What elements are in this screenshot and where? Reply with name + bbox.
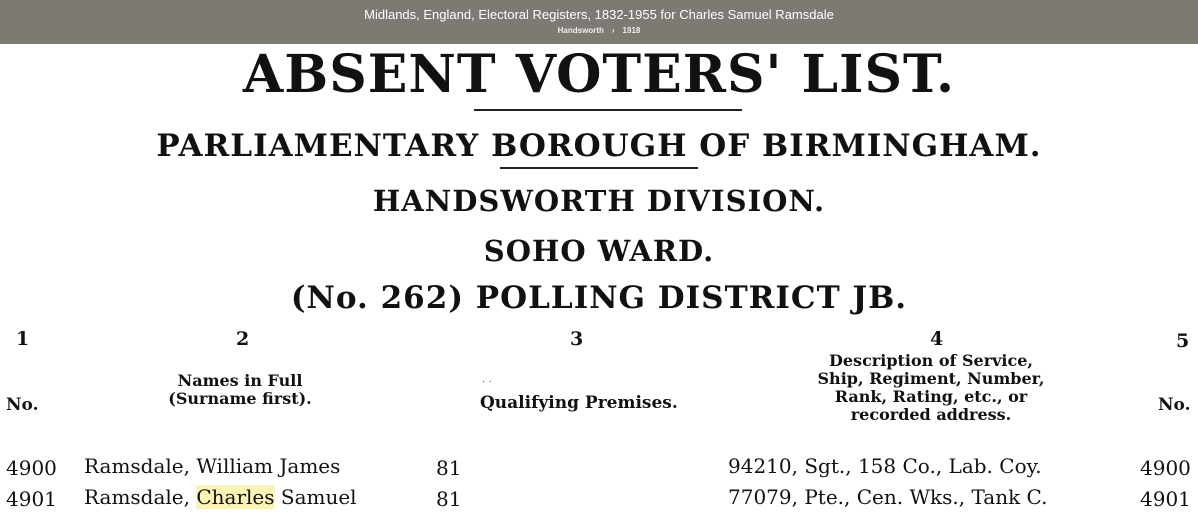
column-header-no-right: No. (1158, 395, 1191, 415)
description-line-3: Rank, Rating, etc., or (834, 387, 1028, 406)
column-number-2: 2 (236, 328, 250, 350)
entry-number: 4901 (6, 487, 57, 511)
column-header-premises: Qualifying Premises. (480, 393, 678, 413)
list-title: ABSENT VOTERS' LIST. (242, 44, 956, 105)
column-number-4: 4 (930, 328, 944, 350)
entry-name-text: Ramsdale, (84, 485, 197, 509)
entry-service: 77079, Pte., Cen. Wks., Tank C. (728, 485, 1048, 509)
entry-premises: 81 (436, 456, 462, 480)
entry-name-rest: Samuel (274, 485, 357, 509)
polling-district-heading: (No. 262) POLLING DISTRICT JB. (290, 280, 908, 316)
entry-number-right: 4900 (1140, 456, 1191, 480)
search-match-highlight: Charles (196, 485, 275, 509)
division-heading: HANDSWORTH DIVISION. (372, 184, 826, 218)
borough-heading: PARLIAMENTARY BOROUGH OF BIRMINGHAM. (156, 128, 1042, 164)
entry-name-text: Ramsdale, William James (84, 454, 341, 478)
entry-name (84, 454, 340, 478)
names-line-1: Names in Full (177, 371, 303, 390)
breadcrumb (0, 26, 1198, 35)
column-number-1: 1 (16, 328, 30, 350)
entry-premises: 81 (436, 487, 462, 511)
ink-speck: . . (482, 374, 492, 385)
record-title: Midlands, England, Electoral Registers, 1832-1955 for Charles Samuel Ramsdale (364, 7, 834, 22)
column-number-3: 3 (570, 328, 584, 350)
names-line-2: (Surname first). (168, 389, 312, 408)
ward-heading: SOHO WARD. (483, 234, 715, 268)
description-line-1: Description of Service, (829, 351, 1033, 370)
entry-number-right: 4901 (1140, 487, 1191, 511)
borough-rule (500, 167, 698, 169)
column-header-names (150, 372, 330, 408)
breadcrumb-year[interactable]: 1918 (622, 26, 641, 35)
title-rule (474, 109, 742, 111)
column-header-no: No. (6, 395, 39, 415)
document-image (0, 44, 1198, 526)
breadcrumb-place[interactable]: Handsworth (557, 26, 604, 35)
entry-number: 4900 (6, 456, 57, 480)
entry-name (84, 485, 357, 509)
column-number-5: 5 (1176, 330, 1190, 352)
breadcrumb-separator: › (611, 26, 615, 35)
description-line-2: Ship, Regiment, Number, (817, 369, 1045, 388)
entry-service: 94210, Sgt., 158 Co., Lab. Coy. (728, 454, 1042, 478)
description-line-4: recorded address. (850, 405, 1012, 424)
record-title-bar (0, 0, 1198, 44)
column-header-description (806, 352, 1056, 424)
